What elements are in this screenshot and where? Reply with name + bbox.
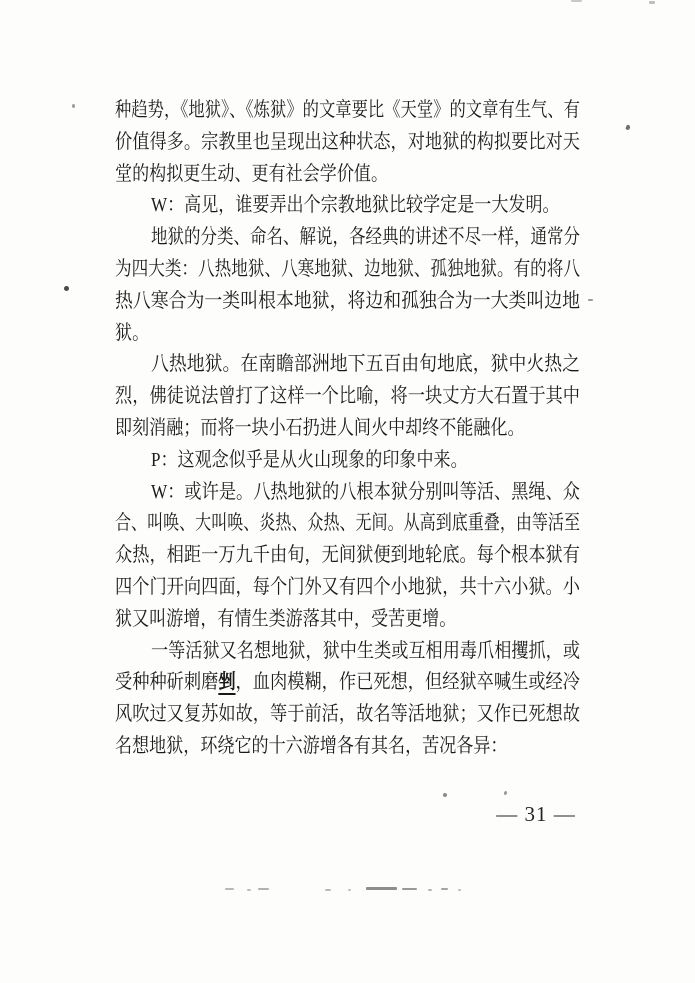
scan-noise-dash: [247, 889, 251, 891]
scan-noise-dash: [428, 889, 432, 891]
scan-speck: [571, 0, 582, 2]
text-line: 众热，相距一万九千由旬，无间狱便到地轮底。每个根本狱有: [115, 544, 580, 567]
text-line: 风吹过又复苏如故，等于前活，故名等活地狱；又作已死想故: [115, 703, 580, 726]
scan-noise-dash: [348, 889, 351, 891]
scan-noise-dash: [325, 889, 331, 891]
text-line: W：或许是。八热地狱的八根本狱分别叫等活、黑绳、众: [151, 480, 580, 503]
scan-speck: [649, 1, 655, 4]
scan-speck: [588, 299, 593, 301]
text-line: 八热地狱。在南瞻部洲地下五百由旬地底，狱中火热之: [151, 353, 580, 376]
text-line: 堂的构拟更生动、更有社会学价值。: [115, 162, 389, 185]
text-line: 烈，佛徒说法曾打了这样一个比喻，将一块丈方大石置于其中: [115, 385, 580, 408]
text-line: 价值得多。宗教里也呈现出这种状态，对地狱的构拟要比对天: [115, 130, 580, 153]
text-line: 受种种斫刺磨剉，血肉模糊，作已死想，但经狱卒喊生或经冷: [115, 671, 581, 694]
scan-speck: [625, 124, 631, 130]
scan-noise-dash: [441, 888, 448, 890]
scan-speck: [72, 104, 75, 108]
scan-noise-dash: [225, 888, 234, 890]
scan-noise-dash: [458, 889, 461, 891]
scan-speck: [442, 792, 447, 797]
text-line: 合、叫唤、大叫唤、炎热、众热、无间。从高到底重叠，由等活至: [115, 512, 580, 535]
scan-speck: [503, 791, 507, 796]
text-line: 热八寒合为一类叫根本地狱，将边和孤独合为一大类叫边地: [115, 289, 580, 312]
text-line: 一等活狱又名想地狱，狱中生类或互相用毒爪相攫抓，或: [151, 639, 580, 662]
scan-speck: [64, 286, 69, 291]
text-line: 狱又叫游增，有情生类游落其中，受苦更增。: [115, 607, 457, 630]
text-line: 地狱的分类、命名、解说，各经典的讲述不尽一样，通常分: [151, 226, 580, 249]
scan-noise-dash: [258, 888, 269, 890]
text-line: 种趋势，《地狱》、《炼狱》的文章要比《天堂》的文章有生气、有: [115, 99, 580, 121]
text-line: P：这观念似乎是从火山现象的印象中来。: [151, 448, 468, 471]
text-line: 即刻消融；而将一块小石扔进人间火中却终不能融化。: [115, 416, 525, 439]
text-block: [115, 95, 580, 763]
scan-noise-dash: [402, 888, 417, 890]
text-line: 为四大类：八热地狱、八寒地狱、边地狱、孤独地狱。有的将八: [115, 257, 580, 280]
page-number: — 31 —: [496, 802, 576, 826]
scan-noise-dash: [366, 887, 397, 890]
underlined-character: 剉: [218, 671, 236, 694]
text-line: 名想地狱，环绕它的十六游增各有其名，苦况各异：: [115, 734, 508, 757]
text-line: W：高见，谁要弄出个宗教地狱比较学定是一大发明。: [151, 194, 560, 217]
text-line: 狱。: [115, 321, 150, 344]
text-line: 四个门开向四面，每个门外又有四个小地狱，共十六小狱。小: [115, 575, 580, 598]
